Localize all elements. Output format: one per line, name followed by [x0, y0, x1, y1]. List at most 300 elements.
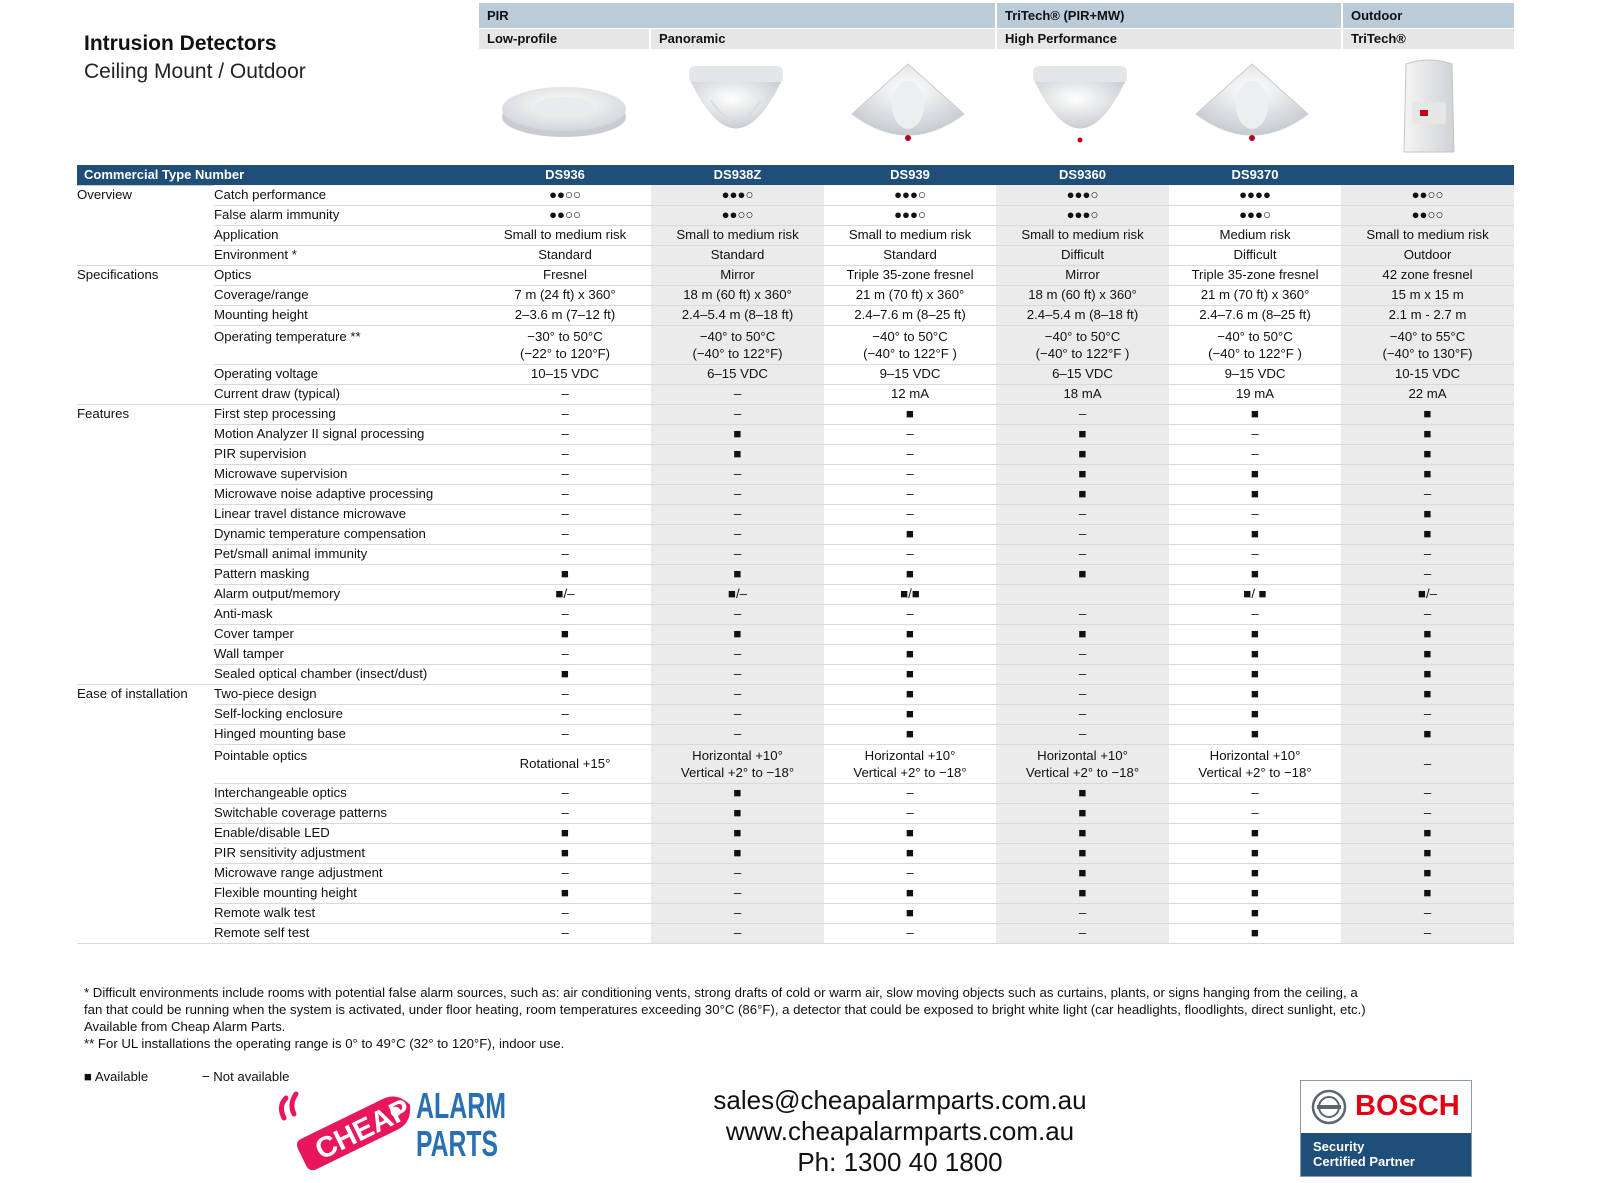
table-cell: – — [651, 384, 824, 404]
table-cell: – — [1341, 783, 1514, 803]
table-cell: ■ — [1341, 684, 1514, 704]
category-label: Ease of installation — [77, 684, 214, 943]
table-cell: ●●●○ — [996, 185, 1169, 205]
table-cell: – — [651, 883, 824, 903]
table-cell: 21 m (70 ft) x 360° — [1169, 285, 1341, 305]
table-cell: – — [824, 444, 996, 464]
row-label: Microwave supervision — [214, 464, 479, 484]
group-tritech: TriTech® (PIR+MW) — [997, 3, 1341, 28]
page-subtitle: Ceiling Mount / Outdoor — [84, 60, 306, 83]
table-cell: – — [479, 923, 651, 943]
table-cell: ■ — [824, 724, 996, 744]
table-cell: 2.4–7.6 m (8–25 ft) — [824, 305, 996, 325]
table-cell: ●●○○ — [1341, 205, 1514, 225]
table-cell: – — [996, 604, 1169, 624]
table-cell: – — [651, 464, 824, 484]
table-cell: ■ — [479, 843, 651, 863]
table-cell: ●●●○ — [1169, 205, 1341, 225]
table-cell: ■ — [824, 524, 996, 544]
table-cell: ■ — [651, 424, 824, 444]
subgroup-panoramic: Panoramic — [651, 29, 995, 49]
table-cell: – — [651, 544, 824, 564]
table-cell: ■ — [824, 823, 996, 843]
logo-alarm-text: ALARM — [416, 1085, 506, 1126]
table-row — [77, 783, 1514, 803]
table-cell: −40° to 50°C (−40° to 122°F ) — [1169, 325, 1341, 364]
table-cell: – — [996, 684, 1169, 704]
table-cell: 2.4–5.4 m (8–18 ft) — [651, 305, 824, 325]
table-row — [77, 424, 1514, 444]
table-cell: – — [651, 404, 824, 424]
table-row — [77, 484, 1514, 504]
table-cell: ■ — [651, 564, 824, 584]
table-cell: – — [1341, 564, 1514, 584]
table-cell: – — [1169, 424, 1341, 444]
table-cell: ■ — [824, 883, 996, 903]
table-cell: ■ — [1341, 524, 1514, 544]
table-cell: Horizontal +10° Vertical +2° to −18° — [996, 744, 1169, 783]
row-label: First step processing — [214, 404, 479, 424]
row-label: Pet/small animal immunity — [214, 544, 479, 564]
table-row — [77, 684, 1514, 704]
table-cell: Small to medium risk — [824, 225, 996, 245]
table-cell: 6–15 VDC — [996, 364, 1169, 384]
row-label: Self-locking enclosure — [214, 704, 479, 724]
table-cell: Mirror — [996, 265, 1169, 285]
table-cell: 18 m (60 ft) x 360° — [996, 285, 1169, 305]
table-row — [77, 903, 1514, 923]
header-model: DS938Z — [651, 165, 824, 185]
table-cell: ■ — [996, 843, 1169, 863]
table-cell: −40° to 50°C (−40° to 122°F) — [651, 325, 824, 364]
table-cell: ■ — [479, 564, 651, 584]
table-cell: – — [479, 464, 651, 484]
table-cell: ■ — [1169, 863, 1341, 883]
row-label: Environment * — [214, 245, 479, 265]
table-cell: ■ — [1341, 444, 1514, 464]
table-cell: – — [479, 803, 651, 823]
table-cell: ■ — [996, 803, 1169, 823]
spec-table — [77, 165, 1514, 944]
table-cell: – — [479, 724, 651, 744]
table-cell: ■/– — [651, 584, 824, 604]
bosch-line2: Certified Partner — [1313, 1154, 1415, 1169]
table-row — [77, 883, 1514, 903]
subgroup-lowprofile: Low-profile — [479, 29, 649, 49]
table-cell: – — [479, 903, 651, 923]
table-cell: ■ — [1341, 404, 1514, 424]
table-cell: −40° to 55°C (−40° to 130°F) — [1341, 325, 1514, 364]
table-row — [77, 444, 1514, 464]
table-cell: ■ — [1341, 424, 1514, 444]
table-cell: ■ — [996, 484, 1169, 504]
table-cell: Outdoor — [1341, 245, 1514, 265]
table-cell: ■ — [1169, 883, 1341, 903]
table-cell: – — [1169, 783, 1341, 803]
table-cell: −40° to 50°C (−40° to 122°F ) — [996, 325, 1169, 364]
header-commercial-type: Commercial Type Number — [77, 165, 479, 185]
table-cell: Standard — [651, 245, 824, 265]
row-label: Pointable optics — [214, 744, 479, 783]
table-cell: – — [824, 923, 996, 943]
table-cell: 2.4–5.4 m (8–18 ft) — [996, 305, 1169, 325]
category-label: Specifications — [77, 265, 214, 404]
table-cell: – — [1341, 544, 1514, 564]
table-cell: ■ — [479, 883, 651, 903]
table-cell: 22 mA — [1341, 384, 1514, 404]
table-row — [77, 724, 1514, 744]
row-label: Operating temperature ** — [214, 325, 479, 364]
table-cell: – — [996, 504, 1169, 524]
table-cell: – — [1341, 803, 1514, 823]
row-label: Linear travel distance microwave — [214, 504, 479, 524]
table-cell: – — [651, 644, 824, 664]
page-title: Intrusion Detectors — [84, 32, 277, 55]
table-row — [77, 265, 1514, 285]
table-cell: – — [479, 644, 651, 664]
table-cell: – — [996, 724, 1169, 744]
table-cell: ■ — [1169, 484, 1341, 504]
table-cell: ●●●○ — [996, 205, 1169, 225]
table-cell: – — [479, 424, 651, 444]
row-label: Motion Analyzer II signal processing — [214, 424, 479, 444]
table-cell: – — [824, 544, 996, 564]
table-cell: Small to medium risk — [479, 225, 651, 245]
table-cell: ■ — [651, 823, 824, 843]
table-cell: ■ — [651, 783, 824, 803]
table-cell: ■ — [1169, 704, 1341, 724]
table-cell: ■ — [1341, 863, 1514, 883]
row-label: Sealed optical chamber (insect/dust) — [214, 664, 479, 684]
bosch-armature-icon — [1311, 1089, 1347, 1125]
table-cell: Horizontal +10° Vertical +2° to −18° — [1169, 744, 1341, 783]
table-cell: – — [996, 664, 1169, 684]
table-cell: – — [479, 524, 651, 544]
row-label: Cover tamper — [214, 624, 479, 644]
table-cell: 18 m (60 ft) x 360° — [651, 285, 824, 305]
table-cell: – — [824, 863, 996, 883]
table-cell: ■ — [824, 624, 996, 644]
contact-phone: Ph: 1300 40 1800 — [797, 1147, 1003, 1177]
table-cell: – — [1169, 504, 1341, 524]
table-cell: – — [824, 803, 996, 823]
table-cell: 2.1 m - 2.7 m — [1341, 305, 1514, 325]
table-row — [77, 584, 1514, 604]
table-cell: Horizontal +10° Vertical +2° to −18° — [824, 744, 996, 783]
table-cell: ■ — [1169, 724, 1341, 744]
group-outdoor: Outdoor — [1343, 3, 1514, 28]
table-row — [77, 544, 1514, 564]
table-cell: ■ — [996, 883, 1169, 903]
table-row — [77, 384, 1514, 404]
table-cell: ■ — [996, 783, 1169, 803]
table-row — [77, 225, 1514, 245]
category-label: Features — [77, 404, 214, 684]
table-cell: – — [996, 923, 1169, 943]
table-cell: ●●●○ — [824, 205, 996, 225]
table-cell: Mirror — [651, 265, 824, 285]
row-label: Optics — [214, 265, 479, 285]
table-cell: – — [824, 604, 996, 624]
table-header-row — [77, 165, 1514, 185]
table-cell: – — [479, 544, 651, 564]
table-cell: ■ — [824, 684, 996, 704]
table-cell — [996, 584, 1169, 604]
table-cell: ■/– — [1341, 584, 1514, 604]
table-cell: ■ — [996, 624, 1169, 644]
table-cell: ■ — [1341, 843, 1514, 863]
table-cell: – — [824, 424, 996, 444]
table-cell: ●●●● — [1169, 185, 1341, 205]
table-row — [77, 863, 1514, 883]
table-cell: ■/ ■ — [1169, 584, 1341, 604]
table-cell: ■ — [479, 664, 651, 684]
cheap-alarm-parts-logo — [276, 1076, 536, 1176]
table-cell: 6–15 VDC — [651, 364, 824, 384]
table-row — [77, 644, 1514, 664]
table-cell: – — [479, 783, 651, 803]
table-cell: 10-15 VDC — [1341, 364, 1514, 384]
header-model: DS936 — [479, 165, 651, 185]
table-cell: ■ — [824, 644, 996, 664]
table-cell: ■ — [824, 564, 996, 584]
table-cell: ■ — [1341, 624, 1514, 644]
table-cell: Horizontal +10° Vertical +2° to −18° — [651, 744, 824, 783]
table-cell: – — [1341, 744, 1514, 783]
table-cell: ■ — [996, 823, 1169, 843]
row-label: Switchable coverage patterns — [214, 803, 479, 823]
table-row — [77, 205, 1514, 225]
table-cell: – — [651, 504, 824, 524]
legend-available: ■ Available — [84, 1069, 149, 1084]
table-cell: – — [1169, 544, 1341, 564]
contact-website[interactable]: www.cheapalarmparts.com.au — [725, 1116, 1075, 1146]
table-cell: ■ — [1341, 883, 1514, 903]
table-cell: 10–15 VDC — [479, 364, 651, 384]
table-cell: Small to medium risk — [651, 225, 824, 245]
table-cell: ■ — [1341, 464, 1514, 484]
row-label: Enable/disable LED — [214, 823, 479, 843]
header-model — [1341, 165, 1514, 185]
table-cell: ●●●○ — [824, 185, 996, 205]
table-cell: Medium risk — [1169, 225, 1341, 245]
table-cell: ●●●○ — [651, 185, 824, 205]
row-label: Catch performance — [214, 185, 479, 205]
table-cell: ■ — [824, 843, 996, 863]
table-cell: – — [479, 604, 651, 624]
table-cell: ■ — [651, 624, 824, 644]
subgroup-highperf: High Performance — [997, 29, 1341, 49]
footnote-difficult-environments: * Difficult environments include rooms with potential false alarm sources, such as: air conditioning vents, strong drafts of cold or warm air, slow moving objects such as curtains, plants, or signs hanging from the ceiling, a fan that could be running when the system is activated, under floor heating, room temperatures exceeding 30°C (86°F), a detector that could be exposed to bright white light (car headlights, floodlights, direct sunlight, etc.) Available from Cheap Alarm Parts. — [84, 985, 1366, 1034]
table-cell: ■ — [1169, 923, 1341, 943]
table-cell: – — [479, 704, 651, 724]
table-cell: ■ — [1169, 823, 1341, 843]
table-cell: – — [996, 404, 1169, 424]
table-cell: – — [1169, 444, 1341, 464]
table-cell: ■ — [1169, 464, 1341, 484]
table-row — [77, 624, 1514, 644]
table-cell: Small to medium risk — [996, 225, 1169, 245]
row-label: Coverage/range — [214, 285, 479, 305]
table-row — [77, 664, 1514, 684]
table-cell: Triple 35-zone fresnel — [1169, 265, 1341, 285]
table-row — [77, 364, 1514, 384]
row-label: Remote walk test — [214, 903, 479, 923]
table-cell: Fresnel — [479, 265, 651, 285]
category-label: Overview — [77, 185, 214, 265]
table-cell: – — [824, 484, 996, 504]
table-cell: – — [479, 504, 651, 524]
table-cell: – — [1341, 704, 1514, 724]
group-pir: PIR — [479, 3, 995, 28]
table-cell: – — [1341, 604, 1514, 624]
table-cell: – — [1341, 923, 1514, 943]
table-cell: ■ — [996, 424, 1169, 444]
header-model: DS939 — [824, 165, 996, 185]
table-cell: ■ — [651, 803, 824, 823]
table-cell: 2–3.6 m (7–12 ft) — [479, 305, 651, 325]
table-cell: Standard — [824, 245, 996, 265]
table-cell: ■ — [1169, 524, 1341, 544]
footnotes — [84, 984, 1374, 1052]
table-cell: 21 m (70 ft) x 360° — [824, 285, 996, 305]
table-row — [77, 464, 1514, 484]
table-cell: Difficult — [1169, 245, 1341, 265]
table-cell: – — [479, 863, 651, 883]
table-row — [77, 325, 1514, 364]
table-cell: ■ — [651, 843, 824, 863]
table-row — [77, 564, 1514, 584]
table-cell: – — [996, 704, 1169, 724]
table-cell: −40° to 50°C (−40° to 122°F ) — [824, 325, 996, 364]
table-cell: 42 zone fresnel — [1341, 265, 1514, 285]
table-cell: ●●○○ — [1341, 185, 1514, 205]
table-cell: ●●○○ — [651, 205, 824, 225]
table-cell: ■ — [996, 464, 1169, 484]
product-image-ds938z — [652, 55, 820, 160]
table-cell: ■ — [1169, 903, 1341, 923]
row-label: Hinged mounting base — [214, 724, 479, 744]
table-cell: ■ — [651, 444, 824, 464]
table-cell: 19 mA — [1169, 384, 1341, 404]
table-cell: ■ — [1169, 644, 1341, 664]
table-cell: – — [996, 903, 1169, 923]
header-model: DS9360 — [996, 165, 1169, 185]
table-cell: – — [651, 604, 824, 624]
table-cell: ■ — [1341, 823, 1514, 843]
table-cell: – — [479, 484, 651, 504]
table-cell: – — [1169, 604, 1341, 624]
table-row — [77, 285, 1514, 305]
table-cell: ■ — [1169, 664, 1341, 684]
table-cell: – — [651, 684, 824, 704]
table-cell: ■/■ — [824, 584, 996, 604]
table-cell: 18 mA — [996, 384, 1169, 404]
row-label: Anti-mask — [214, 604, 479, 624]
table-cell: – — [479, 404, 651, 424]
table-cell: 12 mA — [824, 384, 996, 404]
table-cell: – — [651, 863, 824, 883]
row-label: Remote self test — [214, 923, 479, 943]
bosch-certified-partner-badge — [1300, 1080, 1472, 1177]
table-cell: – — [479, 444, 651, 464]
contact-info — [620, 1085, 1180, 1178]
logo-cheap-text: CHEAP — [310, 1093, 416, 1167]
table-cell: Rotational +15° — [479, 744, 651, 783]
table-cell: ■ — [824, 704, 996, 724]
row-label: Alarm output/memory — [214, 584, 479, 604]
table-cell: – — [996, 524, 1169, 544]
header-model: DS9370 — [1169, 165, 1341, 185]
bosch-brand: BOSCH — [1355, 1090, 1460, 1122]
table-cell: ●●○○ — [479, 205, 651, 225]
table-cell: – — [651, 923, 824, 943]
table-row — [77, 843, 1514, 863]
table-cell: Difficult — [996, 245, 1169, 265]
table-row — [77, 245, 1514, 265]
table-cell: ■ — [824, 404, 996, 424]
table-cell: 7 m (24 ft) x 360° — [479, 285, 651, 305]
table-cell: ■ — [1169, 684, 1341, 704]
table-cell: ■ — [996, 863, 1169, 883]
table-cell: ●●○○ — [479, 185, 651, 205]
table-cell: Standard — [479, 245, 651, 265]
table-cell: ■ — [1341, 664, 1514, 684]
row-label: Wall tamper — [214, 644, 479, 664]
table-row — [77, 524, 1514, 544]
table-cell: – — [1341, 903, 1514, 923]
table-cell: Triple 35-zone fresnel — [824, 265, 996, 285]
table-cell: – — [651, 704, 824, 724]
table-row — [77, 504, 1514, 524]
table-cell: – — [996, 544, 1169, 564]
row-label: Microwave range adjustment — [214, 863, 479, 883]
contact-email[interactable]: sales@cheapalarmparts.com.au — [713, 1085, 1087, 1115]
row-label: Pattern masking — [214, 564, 479, 584]
row-label: Operating voltage — [214, 364, 479, 384]
table-cell: ■ — [1169, 843, 1341, 863]
table-cell: – — [651, 524, 824, 544]
table-cell: ■/– — [479, 584, 651, 604]
table-cell: 15 m x 15 m — [1341, 285, 1514, 305]
table-cell: – — [651, 484, 824, 504]
bosch-line1: Security — [1313, 1139, 1365, 1154]
table-cell: −30° to 50°C (−22° to 120°F) — [479, 325, 651, 364]
row-label: Two-piece design — [214, 684, 479, 704]
table-row — [77, 823, 1514, 843]
table-cell: Small to medium risk — [1341, 225, 1514, 245]
product-image-ds9370 — [1168, 55, 1336, 160]
row-label: Flexible mounting height — [214, 883, 479, 903]
table-cell: – — [479, 684, 651, 704]
logo-parts-text: PARTS — [416, 1123, 498, 1164]
table-cell: ■ — [1341, 504, 1514, 524]
row-label: Mounting height — [214, 305, 479, 325]
row-label: Dynamic temperature compensation — [214, 524, 479, 544]
table-cell: – — [651, 903, 824, 923]
table-cell: ■ — [996, 444, 1169, 464]
row-label: PIR sensitivity adjustment — [214, 843, 479, 863]
product-image-ds939 — [824, 55, 992, 160]
table-cell: ■ — [996, 564, 1169, 584]
row-label: Current draw (typical) — [214, 384, 479, 404]
table-row — [77, 404, 1514, 424]
table-cell: ■ — [824, 664, 996, 684]
product-image-ds936 — [480, 55, 648, 160]
table-row — [77, 305, 1514, 325]
table-row — [77, 604, 1514, 624]
table-cell: 9–15 VDC — [1169, 364, 1341, 384]
